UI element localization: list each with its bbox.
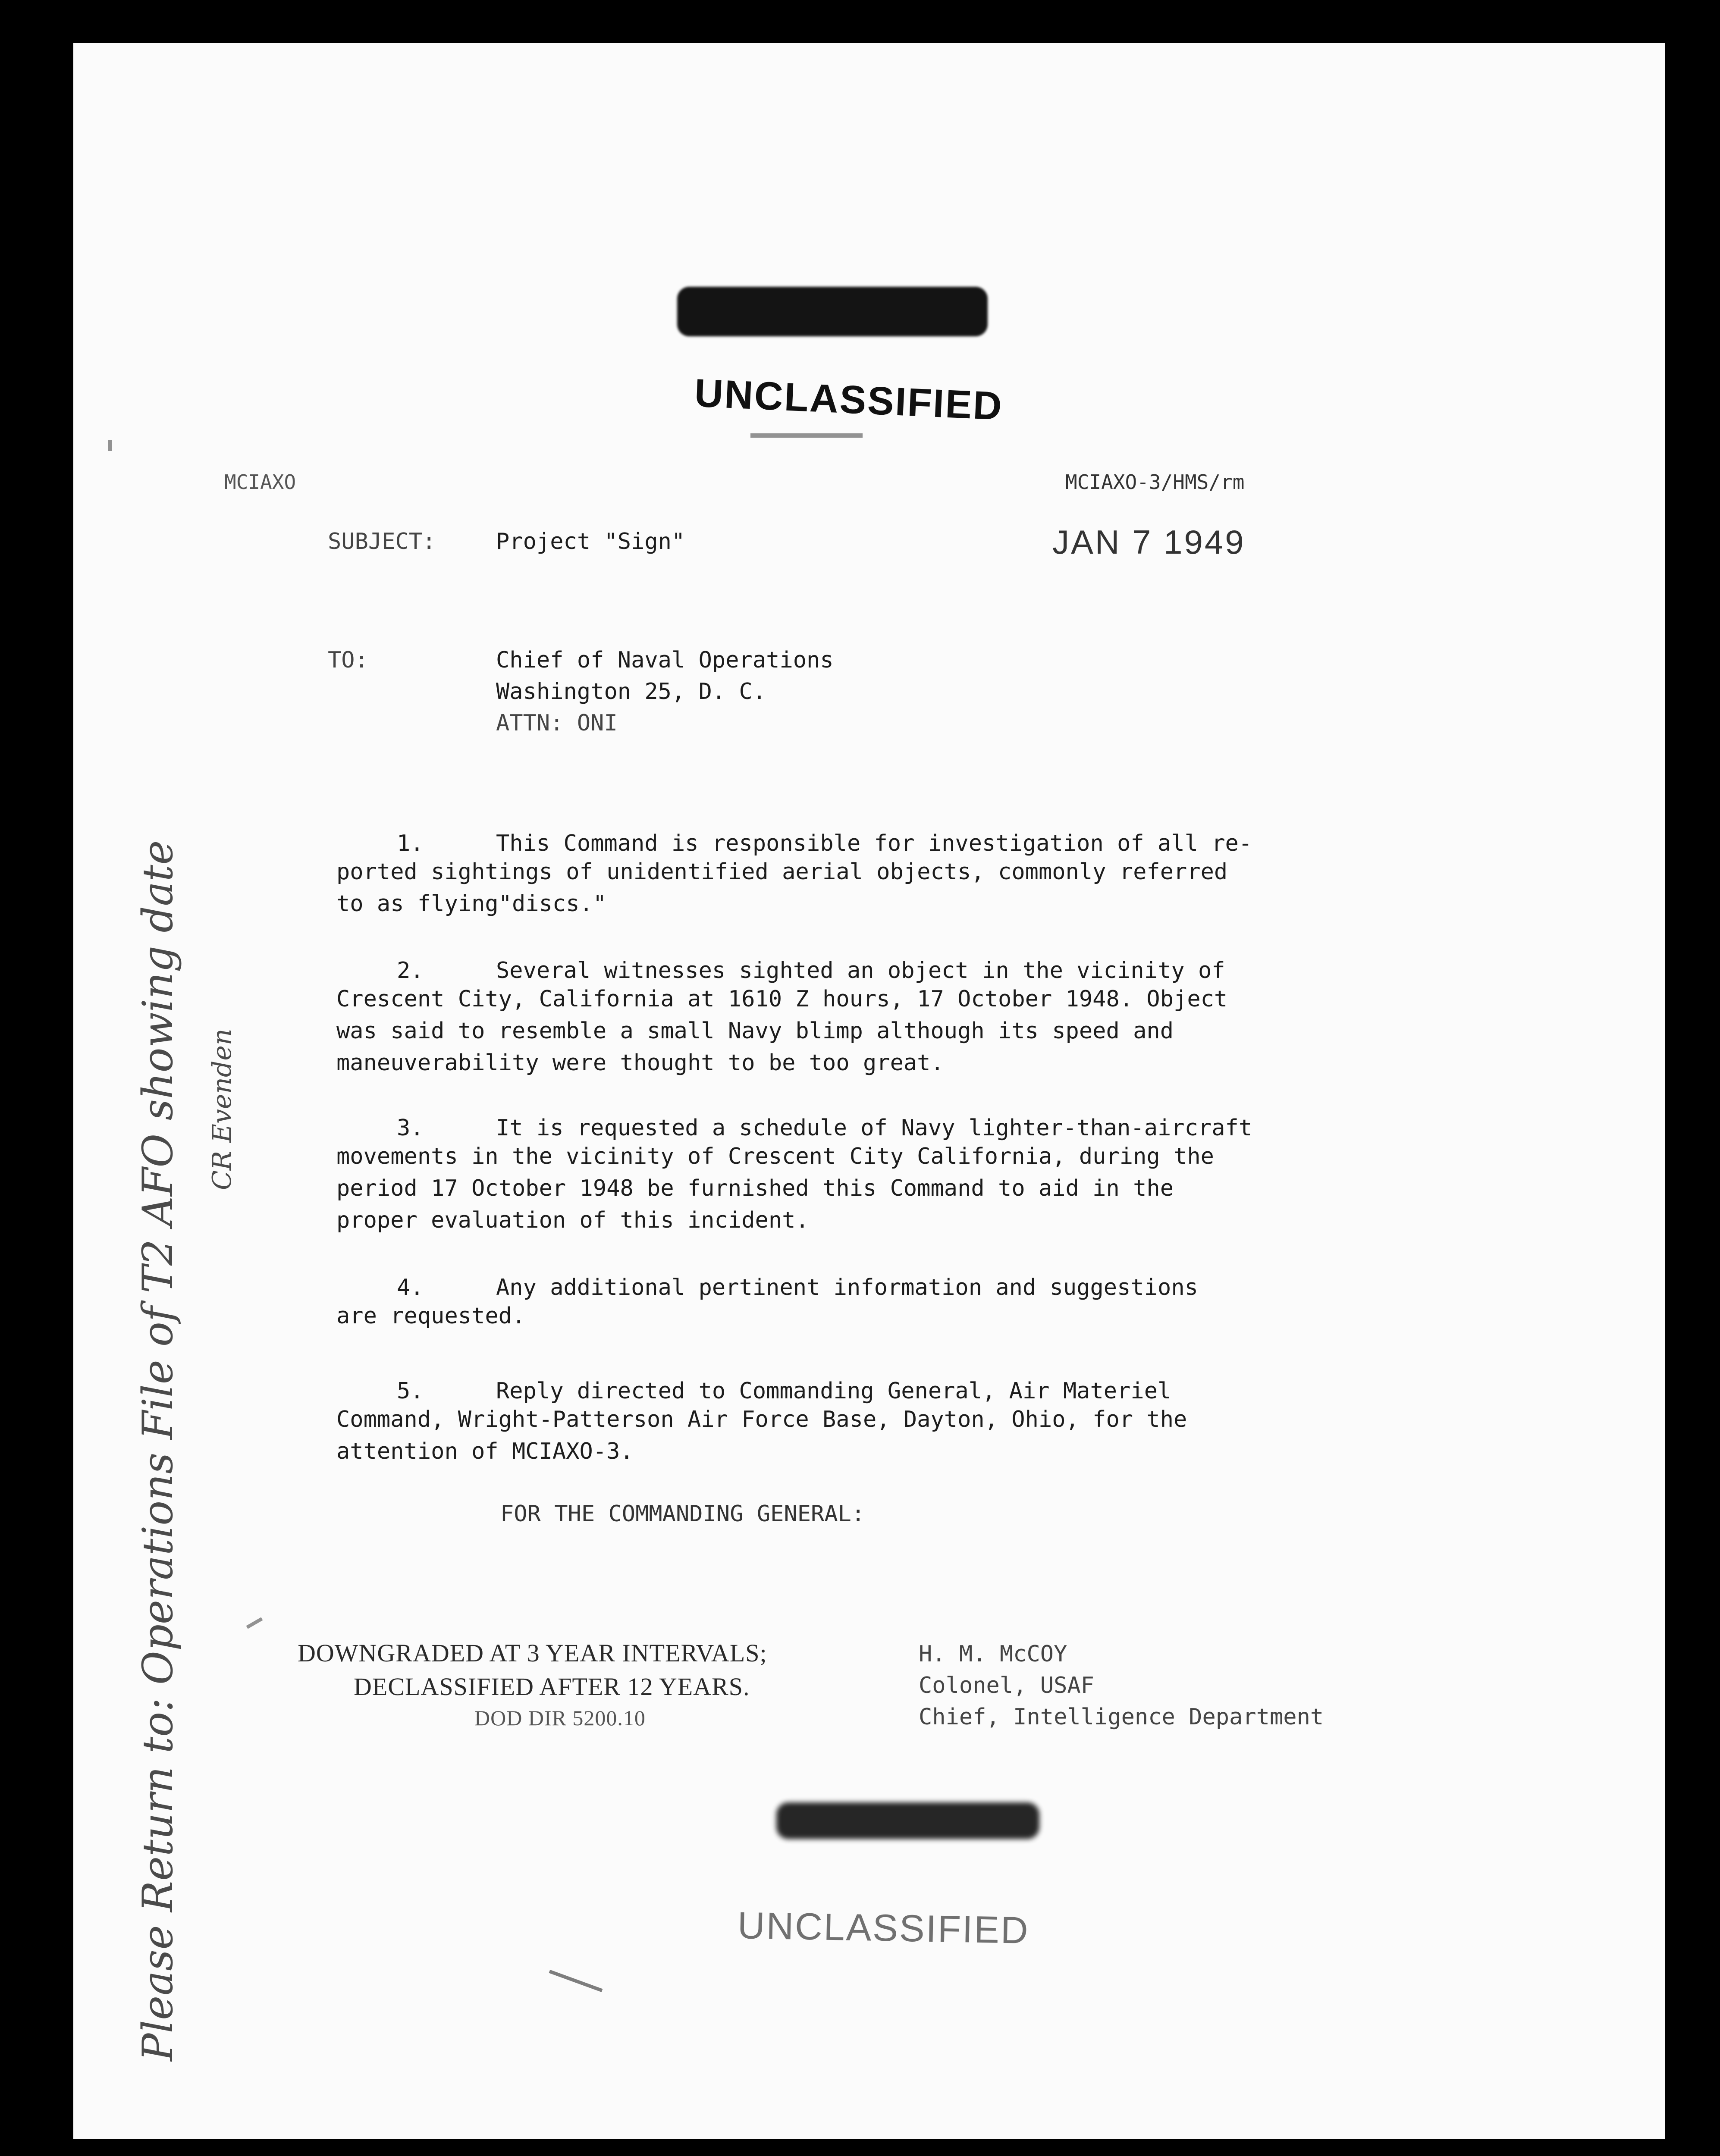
paragraph-first-line: Any additional pertinent information and suggestions: [496, 1275, 1198, 1300]
signature-title: Chief, Intelligence Department: [919, 1704, 1324, 1730]
scan-mark: [108, 440, 112, 451]
document-page: [73, 43, 1665, 2139]
addressee-line-3: ATTN: ONI: [496, 710, 618, 736]
paragraph-body: movements in the vicinity of Crescent City California, during the period 17 October 1948 be furnished this Command to aid in the proper evaluation of this incident.: [336, 1144, 1214, 1233]
classification-stamp-top: UNCLASSIFIED: [694, 371, 1004, 429]
subject-value: Project "Sign": [496, 529, 685, 555]
downgrade-stamp-line-2: DECLASSIFIED AFTER 12 YEARS.: [354, 1673, 750, 1701]
scan-mark: [246, 1617, 263, 1629]
paragraph-number: 2.: [397, 958, 424, 984]
signature-name: H. M. McCOY: [919, 1641, 1067, 1667]
handwritten-margin-note: Please Return to: Operations File of T2 AFO showing date: [134, 840, 182, 2061]
downgrade-stamp-line-1: DOWNGRADED AT 3 YEAR INTERVALS;: [298, 1639, 767, 1667]
paragraph-number: 4.: [397, 1275, 424, 1300]
paragraph-number: 5.: [397, 1378, 424, 1404]
handwritten-initials: CR Evenden: [207, 1028, 237, 1190]
stamp-smudge: [750, 433, 863, 438]
downgrade-stamp-line-3: DOD DIR 5200.10: [474, 1706, 646, 1730]
closing-line: FOR THE COMMANDING GENERAL:: [500, 1501, 865, 1527]
office-symbol-right: MCIAXO-3/HMS/rm: [1065, 470, 1245, 494]
signature-rank: Colonel, USAF: [919, 1673, 1094, 1698]
paragraph-first-line: This Command is responsible for investigation of all re-: [496, 830, 1252, 856]
paragraph-first-line: Reply directed to Commanding General, Air Materiel: [496, 1378, 1171, 1404]
paragraph-body: are requested.: [336, 1303, 526, 1329]
date-stamp: JAN 7 1949: [1052, 523, 1246, 561]
redaction-bar-bottom: [776, 1802, 1039, 1839]
paragraph-first-line: It is requested a schedule of Navy lighter-than-aircraft: [496, 1115, 1252, 1141]
to-label: TO:: [328, 647, 368, 673]
paragraph-body: Crescent City, California at 1610 Z hours, 17 October 1948. Object was said to resemble a small Navy blimp although its speed and maneuverability were thought to be too great.: [336, 986, 1228, 1076]
paragraph-body: ported sightings of unidentified aerial objects, commonly referred to as flying"discs.": [336, 859, 1228, 917]
paragraph-number: 1.: [397, 830, 424, 856]
classification-stamp-bottom: UNCLASSIFIED: [737, 1904, 1030, 1952]
paragraph-first-line: Several witnesses sighted an object in the vicinity of: [496, 958, 1225, 984]
paragraph-body: Command, Wright-Patterson Air Force Base, Dayton, Ohio, for the attention of MCIAXO-3.: [336, 1407, 1187, 1464]
addressee-line-2: Washington 25, D. C.: [496, 679, 766, 705]
office-symbol-left: MCIAXO: [224, 470, 296, 494]
addressee-line-1: Chief of Naval Operations: [496, 647, 834, 673]
scan-mark: [549, 1970, 603, 1992]
subject-label: SUBJECT:: [328, 529, 436, 555]
paragraph-number: 3.: [397, 1115, 424, 1141]
redaction-bar-top: [677, 287, 988, 336]
